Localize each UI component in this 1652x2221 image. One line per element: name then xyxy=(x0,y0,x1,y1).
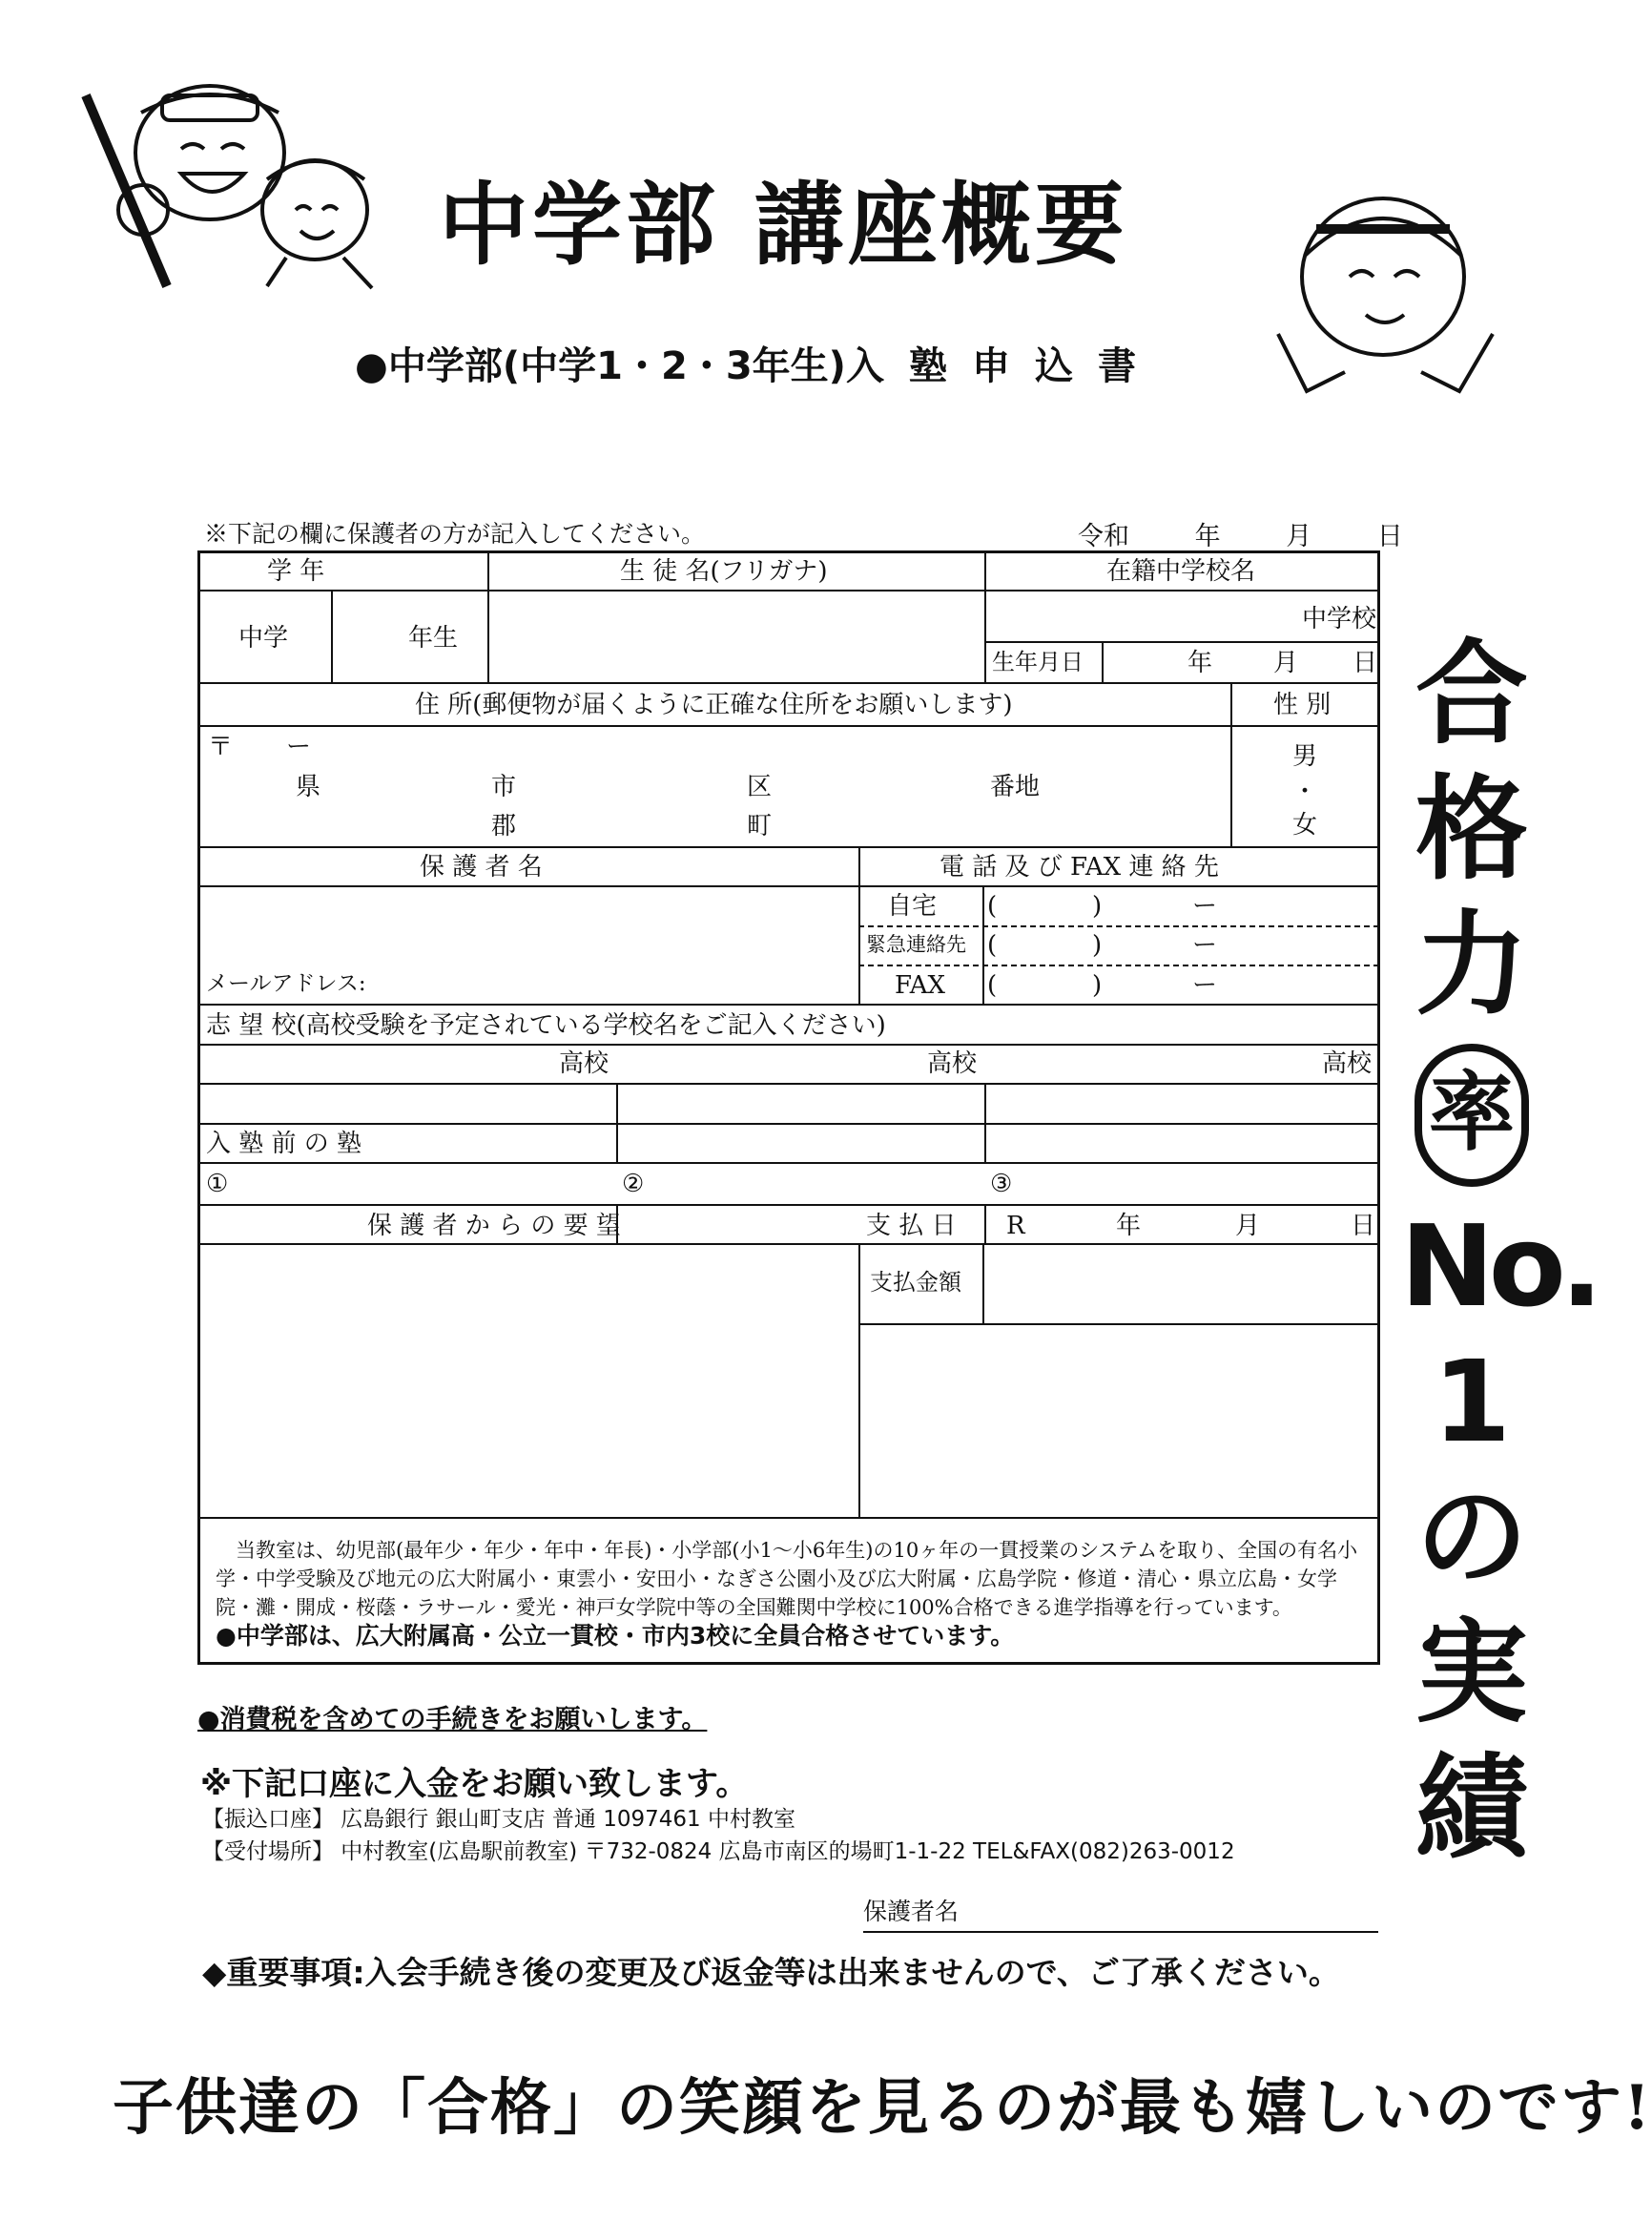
guardian-signature-line[interactable]: 保護者名 xyxy=(863,1893,1378,1933)
fax-close: ) xyxy=(1092,971,1103,1000)
contact-header: 電 話 及 び FAX 連 絡 先 xyxy=(940,853,1219,882)
pay-date-day: 日 xyxy=(1351,1212,1376,1240)
request-header: 保 護 者 か ら の 要 望 xyxy=(367,1212,621,1240)
gender-female[interactable]: 女 xyxy=(1292,811,1318,840)
side-char-8: 実 xyxy=(1415,1607,1528,1738)
subtitle-bullet: ● xyxy=(355,344,388,388)
hs-suffix-1: 高校 xyxy=(559,1049,609,1078)
grade-middle-label: 中学 xyxy=(238,624,289,653)
form-subtitle xyxy=(355,336,1161,390)
address-prefecture: 県 xyxy=(296,773,321,801)
form-instruction: ※下記の欄に保護者の方が記入してください。 xyxy=(204,520,706,548)
side-char-rate: 率 xyxy=(1415,1044,1529,1187)
phone-emergency-open: ( xyxy=(987,931,998,960)
birthdate-label: 生年月日 xyxy=(992,649,1084,675)
date-era: 令和 xyxy=(1078,522,1129,551)
birth-year: 年 xyxy=(1187,649,1213,677)
gender-header: 性 別 xyxy=(1273,691,1332,719)
grade-header: 学 年 xyxy=(267,557,325,586)
phone-emergency-close: ) xyxy=(1092,931,1103,960)
important-notice: ◆重要事項:入会手続き後の変更及び返金等は出来ませんので、ご了承ください。 xyxy=(202,1954,1340,1991)
page-title: 中学部 講座概要 xyxy=(439,174,1128,278)
request-field[interactable] xyxy=(202,1246,857,1515)
prev-school-1: ① xyxy=(206,1170,229,1198)
side-char-3: 力 xyxy=(1415,899,1528,1030)
gender-dot: ・ xyxy=(1292,778,1318,806)
prev-school-header: 入 塾 前 の 塾 xyxy=(206,1130,362,1158)
address-town: 町 xyxy=(747,812,773,841)
address-county: 郡 xyxy=(491,812,517,841)
side-char-1: 合 xyxy=(1415,628,1528,759)
description-highlight: ●中学部は、広大附属高・公立一貫校・市内3校に全員合格させています。 xyxy=(216,1622,1015,1650)
postal-mark: 〒 xyxy=(208,733,234,761)
phone-emergency-dash: ー xyxy=(1192,931,1218,960)
school-header: 在籍中学校名 xyxy=(1106,557,1256,586)
side-slogan xyxy=(1400,628,1598,1887)
side-char-9: 績 xyxy=(1415,1742,1528,1874)
address-city: 市 xyxy=(491,773,517,801)
side-char-one: 1 xyxy=(1432,1336,1512,1467)
grade-year-label: 年生 xyxy=(408,624,459,653)
prev-school-2: ② xyxy=(622,1170,645,1198)
phone-home-dash: ー xyxy=(1192,892,1218,921)
pay-date-year: 年 xyxy=(1116,1212,1142,1240)
guardian-header: 保 護 者 名 xyxy=(420,853,543,882)
phone-home-label: 自宅 xyxy=(887,892,938,921)
tax-note: ●消費税を含めての手続きをお願いします。 xyxy=(197,1705,708,1734)
gender-male[interactable]: 男 xyxy=(1292,742,1318,771)
subtitle-form-name: 入塾申込書 xyxy=(845,344,1161,388)
pay-date-month: 月 xyxy=(1235,1212,1261,1240)
pay-amount-label: 支払金額 xyxy=(870,1269,961,1296)
school-suffix: 中学校 xyxy=(1302,605,1377,633)
date-year: 年 xyxy=(1194,522,1221,551)
phone-home-close: ) xyxy=(1092,892,1103,921)
hs-suffix-3: 高校 xyxy=(1322,1049,1373,1078)
description-text: 当教室は、幼児部(最年少・年少・年中・年長)・小学部(小1～小6年生)の10ヶ年の一貫授業のシステムを取り、全国の有名小学・中学受験及び地元の広大附属小・東雲小・安田小・なぎさ公園小及び広大附属・広島学院・修道・清心・県立広島・女学院・灘・開成・桜蔭・ラサール・愛光・神戸女学院中等の全国難関中学校に100%合格できる進学指導を行っています。 xyxy=(216,1539,1358,1619)
bank-account-line: 【振込口座】 広島銀行 銀山町支店 普通 1097461 中村教室 xyxy=(202,1807,795,1832)
school-description xyxy=(216,1536,1370,1650)
hs-suffix-2: 高校 xyxy=(927,1049,978,1078)
student-name-header: 生 徒 名(フリガナ) xyxy=(620,557,828,586)
date-month: 月 xyxy=(1286,522,1312,551)
phone-emergency-label: 緊急連絡先 xyxy=(866,933,966,956)
application-date[interactable] xyxy=(1078,515,1403,552)
pay-date-r: R xyxy=(1006,1212,1025,1240)
date-day: 日 xyxy=(1376,522,1403,551)
postal-dash: ー xyxy=(286,733,312,761)
fax-dash: ー xyxy=(1192,971,1218,1000)
payment-heading: ※下記口座に入金をお願い致します。 xyxy=(200,1765,749,1803)
mascot-illustration-left xyxy=(57,67,410,305)
pay-date-label: 支 払 日 xyxy=(866,1212,957,1240)
side-char-no: No. xyxy=(1400,1200,1598,1332)
birth-day: 日 xyxy=(1353,649,1378,677)
email-label: メールアドレス: xyxy=(206,971,366,996)
address-ward: 区 xyxy=(747,773,773,801)
student-name-field[interactable] xyxy=(489,592,983,681)
application-form xyxy=(197,550,1380,1665)
birth-month: 月 xyxy=(1273,649,1299,677)
side-char-no-particle: の xyxy=(1415,1471,1528,1603)
prev-school-3: ③ xyxy=(990,1170,1013,1198)
choice-header: 志 望 校(高校受験を予定されている学校名をご記入ください) xyxy=(206,1011,886,1040)
side-char-2: 格 xyxy=(1415,763,1528,895)
reception-line: 【受付場所】 中村教室(広島駅前教室) 〒732-0824 広島市南区的場町1-1-22 TEL&FAX(082)263-0012 xyxy=(202,1839,1235,1864)
subtitle-main: 中学部(中学1・2・3年生) xyxy=(387,344,846,388)
fax-label: FAX xyxy=(895,971,946,1000)
fax-open: ( xyxy=(987,971,998,1000)
address-banchi: 番地 xyxy=(990,773,1041,801)
phone-home-open: ( xyxy=(987,892,998,921)
address-header: 住 所(郵便物が届くように正確な住所をお願いします) xyxy=(415,691,1013,719)
footer-slogan: 子供達の「合格」の笑顔を見るのが最も嬉しいのです! xyxy=(113,2072,1652,2144)
mascot-illustration-right xyxy=(1259,181,1507,410)
